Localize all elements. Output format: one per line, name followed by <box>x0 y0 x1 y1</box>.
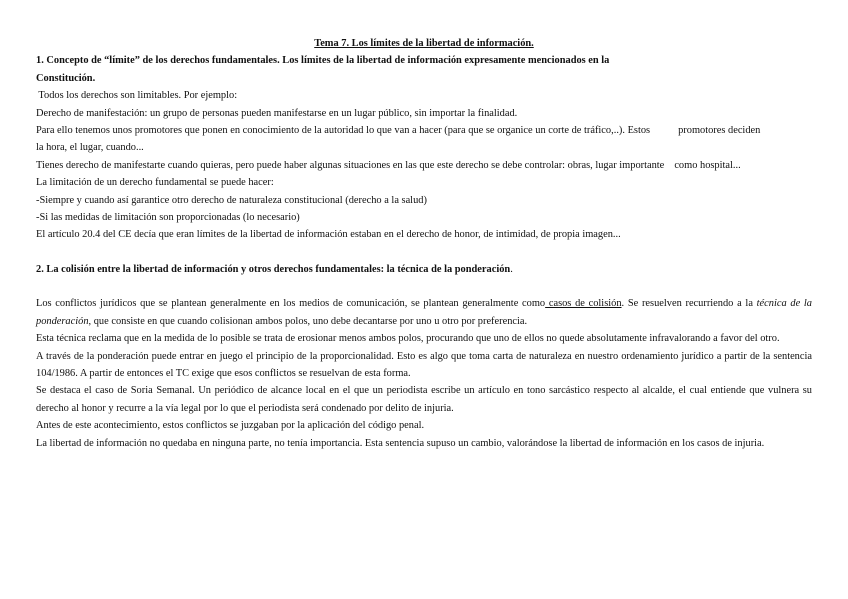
section1-line-6: -Siempre y cuando así garantice otro derecho de naturaleza constitucional (derecho a la salud) <box>36 194 427 206</box>
p1-text-b: . Se resuelven recurriendo a la <box>621 298 757 310</box>
section1-line-8: El artículo 20.4 del CE decía que eran límites de la libertad de información estaban en el derecho de honor, de intimidad, de propia imagen... <box>36 229 621 241</box>
section2-heading-text: 2. La colisión entre la libertad de información y otros derechos fundamentales: la técnica de la ponderación <box>36 263 511 275</box>
section1-line-0: Todos los derechos son limitables. Por ejemplo: <box>36 90 238 102</box>
section2-heading-end: . <box>510 263 513 275</box>
section1-heading-line1: 1. Concepto de “límite” de los derechos fundamentales. Los límites de la libertad de información expresamente mencionados en la <box>36 55 610 67</box>
section2-paragraph-2: Esta técnica reclama que en la medida de lo posible se trata de erosionar menos ambos polos, procurando que uno de ellos no quede absolutamente infravalorando a favor del otro. <box>36 333 780 345</box>
section1-heading-line2: Constitución. <box>36 72 96 84</box>
section1-heading <box>36 52 812 87</box>
section1-line-3: la hora, el lugar, cuando... <box>36 142 144 154</box>
section2-paragraph-1 <box>36 295 812 330</box>
section1-line-4 <box>36 157 812 174</box>
section1-line-2b: promotores deciden <box>678 125 761 137</box>
section2-paragraph-6: La libertad de información no quedaba en ninguna parte, no tenía importancia. Esta sentencia supuso un cambio, valorándose la libertad de información en los casos de injuria. <box>36 437 765 449</box>
section1-line-5: La limitación de un derecho fundamental se puede hacer: <box>36 177 274 189</box>
document-title: Tema 7. Los límites de la libertad de información. <box>314 38 534 49</box>
p1-text-c: , que consiste en que cuando colisionan ambos polos, uno debe decantarse por uno u otro por preferencia. <box>88 315 528 327</box>
section1-line-2 <box>36 122 812 139</box>
p1-italic: técnica de la ponderación <box>36 298 812 327</box>
section2-paragraph-3: A través de la ponderación puede entrar en juego el principio de la proporcionalidad. Esto es algo que toma carta de naturaleza en nuestro ordenamiento jurídico a partir de la sentencia 104/1986. A partir de entonces el TC exige que esos conflictos se resuelvan de esta forma. <box>36 350 812 379</box>
section1-line-4a: Tienes derecho de manifestarte cuando quieras, pero puede haber algunas situaciones en las que este derecho se debe controlar: obras, lugar importante <box>36 159 665 171</box>
section2-heading <box>36 261 812 278</box>
section2-paragraph-4: Se destaca el caso de Soria Semanal. Un periódico de alcance local en el que un periodista escribe un artículo en tono sarcástico respecto al alcalde, el cual entiende que vulnera su derecho al honor y recurre a la vía legal por lo que el periodista será condenado por delito de injuria. <box>36 385 812 414</box>
section2-paragraph-5: Antes de este acontecimiento, estos conflictos se juzgaban por la aplicación del código penal. <box>36 420 425 432</box>
document-page <box>36 35 812 452</box>
section1-line-7: -Si las medidas de limitación son proporcionadas (lo necesario) <box>36 212 300 224</box>
section1-line-1: Derecho de manifestación: un grupo de personas pueden manifestarse en un lugar público, sin importar la finalidad. <box>36 107 518 119</box>
p1-underlined: casos de colisión <box>545 298 622 310</box>
section1-line-4b: como hospital... <box>674 159 741 171</box>
section1-line-2a: Para ello tenemos unos promotores que ponen en conocimiento de la autoridad lo que van a hacer (para que se organice un corte de tráfico,..). Estos <box>36 125 651 137</box>
p1-text-a: Los conflictos jurídicos que se plantean generalmente en los medios de comunicación, se plantean generalmente como <box>36 298 546 310</box>
